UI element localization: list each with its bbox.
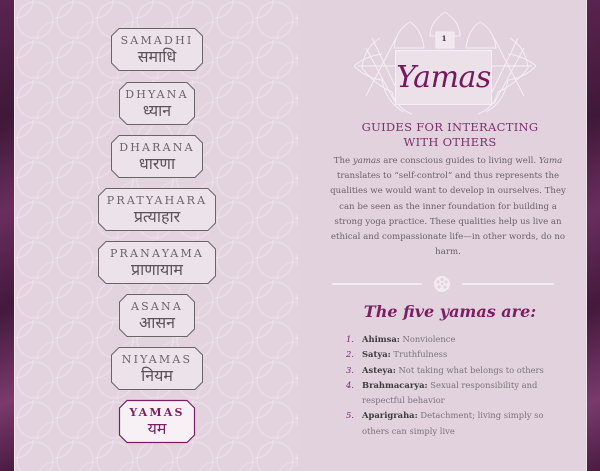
intro-paragraph: [330, 154, 566, 260]
left-page-edge: [0, 0, 15, 471]
list-term: Satya:: [362, 349, 391, 360]
intro-text: translates to “self-control” and thus represents the qualities we would want to develop in ourselves. They can be seen as the inner foundation for building a strong yoga practice. These qualities help us live an ethical and compassionate life—in other words, do no harm.: [330, 171, 566, 258]
limb-pranayama: [98, 241, 216, 284]
limb-latin-name: DHYANA: [125, 87, 189, 101]
limb-devanagari-name: यम: [147, 418, 167, 438]
yamas-list: [346, 332, 556, 439]
limb-latin-name: PRANAYAMA: [109, 246, 205, 260]
list-definition: Nonviolence: [399, 334, 456, 344]
page-subtitle: [330, 120, 570, 150]
limb-yamas-active: [119, 400, 195, 443]
limb-pratyahara: [98, 188, 216, 231]
intro-text: are conscious guides to living well.: [380, 156, 539, 166]
list-term: Ahimsa:: [362, 334, 400, 344]
subtitle-line-2: WITH OTHERS: [403, 135, 497, 149]
limb-dhyana: [119, 82, 195, 125]
limb-devanagari-name: समाधि: [137, 46, 177, 66]
limb-latin-name: NIYAMAS: [121, 352, 193, 366]
limb-devanagari-name: प्रत्याहार: [133, 206, 181, 226]
limb-devanagari-name: प्राणायाम: [131, 259, 183, 279]
section-divider: [332, 275, 554, 293]
list-heading: The five yamas are:: [363, 302, 537, 321]
list-definition: Truthfulness: [390, 349, 448, 360]
title-box: [395, 50, 492, 105]
list-item: [346, 408, 556, 439]
limb-latin-name: SAMADHI: [120, 33, 194, 47]
limb-latin-name: ASANA: [131, 299, 183, 313]
list-definition: Sexual responsibility and respectful behavior: [362, 379, 538, 406]
list-number: 5.: [346, 410, 354, 421]
divider-line-left: [332, 283, 422, 285]
limb-devanagari-name: आसन: [138, 312, 176, 332]
list-number: 2.: [346, 349, 354, 360]
list-item: [346, 363, 556, 378]
list-number: 4.: [346, 379, 354, 390]
list-number: 1.: [346, 334, 354, 344]
list-item: [346, 378, 556, 409]
limb-latin-name: DHARANA: [119, 140, 195, 154]
intro-emphasis: Yama: [538, 156, 563, 166]
page-title: Yamas: [396, 60, 491, 95]
limb-samadhi: [111, 28, 203, 71]
list-definition: Not taking what belongs to others: [395, 364, 544, 375]
limb-latin-name: YAMAS: [129, 405, 185, 419]
list-term: Asteya:: [362, 364, 396, 375]
limb-devanagari-name: ध्यान: [142, 100, 172, 120]
intro-text: The: [333, 156, 353, 166]
divider-line-right: [462, 283, 554, 285]
right-page-edge: [586, 0, 600, 471]
list-definition: Detachment; living simply so others can simply live: [362, 410, 544, 436]
limb-latin-name: PRATYAHARA: [106, 193, 208, 207]
list-item: [346, 347, 556, 362]
intro-emphasis: yamas: [352, 156, 381, 166]
list-term: Aparigraha:: [362, 410, 418, 421]
limb-devanagari-name: नियम: [141, 365, 173, 385]
limb-dharana: [111, 135, 203, 178]
list-item: [346, 332, 556, 347]
limb-niyamas: [111, 347, 203, 390]
subtitle-line-1: GUIDES FOR INTERACTING: [361, 120, 539, 134]
chapter-number-badge: 1: [441, 34, 447, 43]
limb-asana: [119, 294, 195, 337]
list-number: 3.: [346, 364, 354, 375]
list-term: Brahmacarya:: [362, 379, 428, 390]
flower-icon: [433, 275, 451, 293]
limb-devanagari-name: धारणा: [138, 153, 176, 173]
